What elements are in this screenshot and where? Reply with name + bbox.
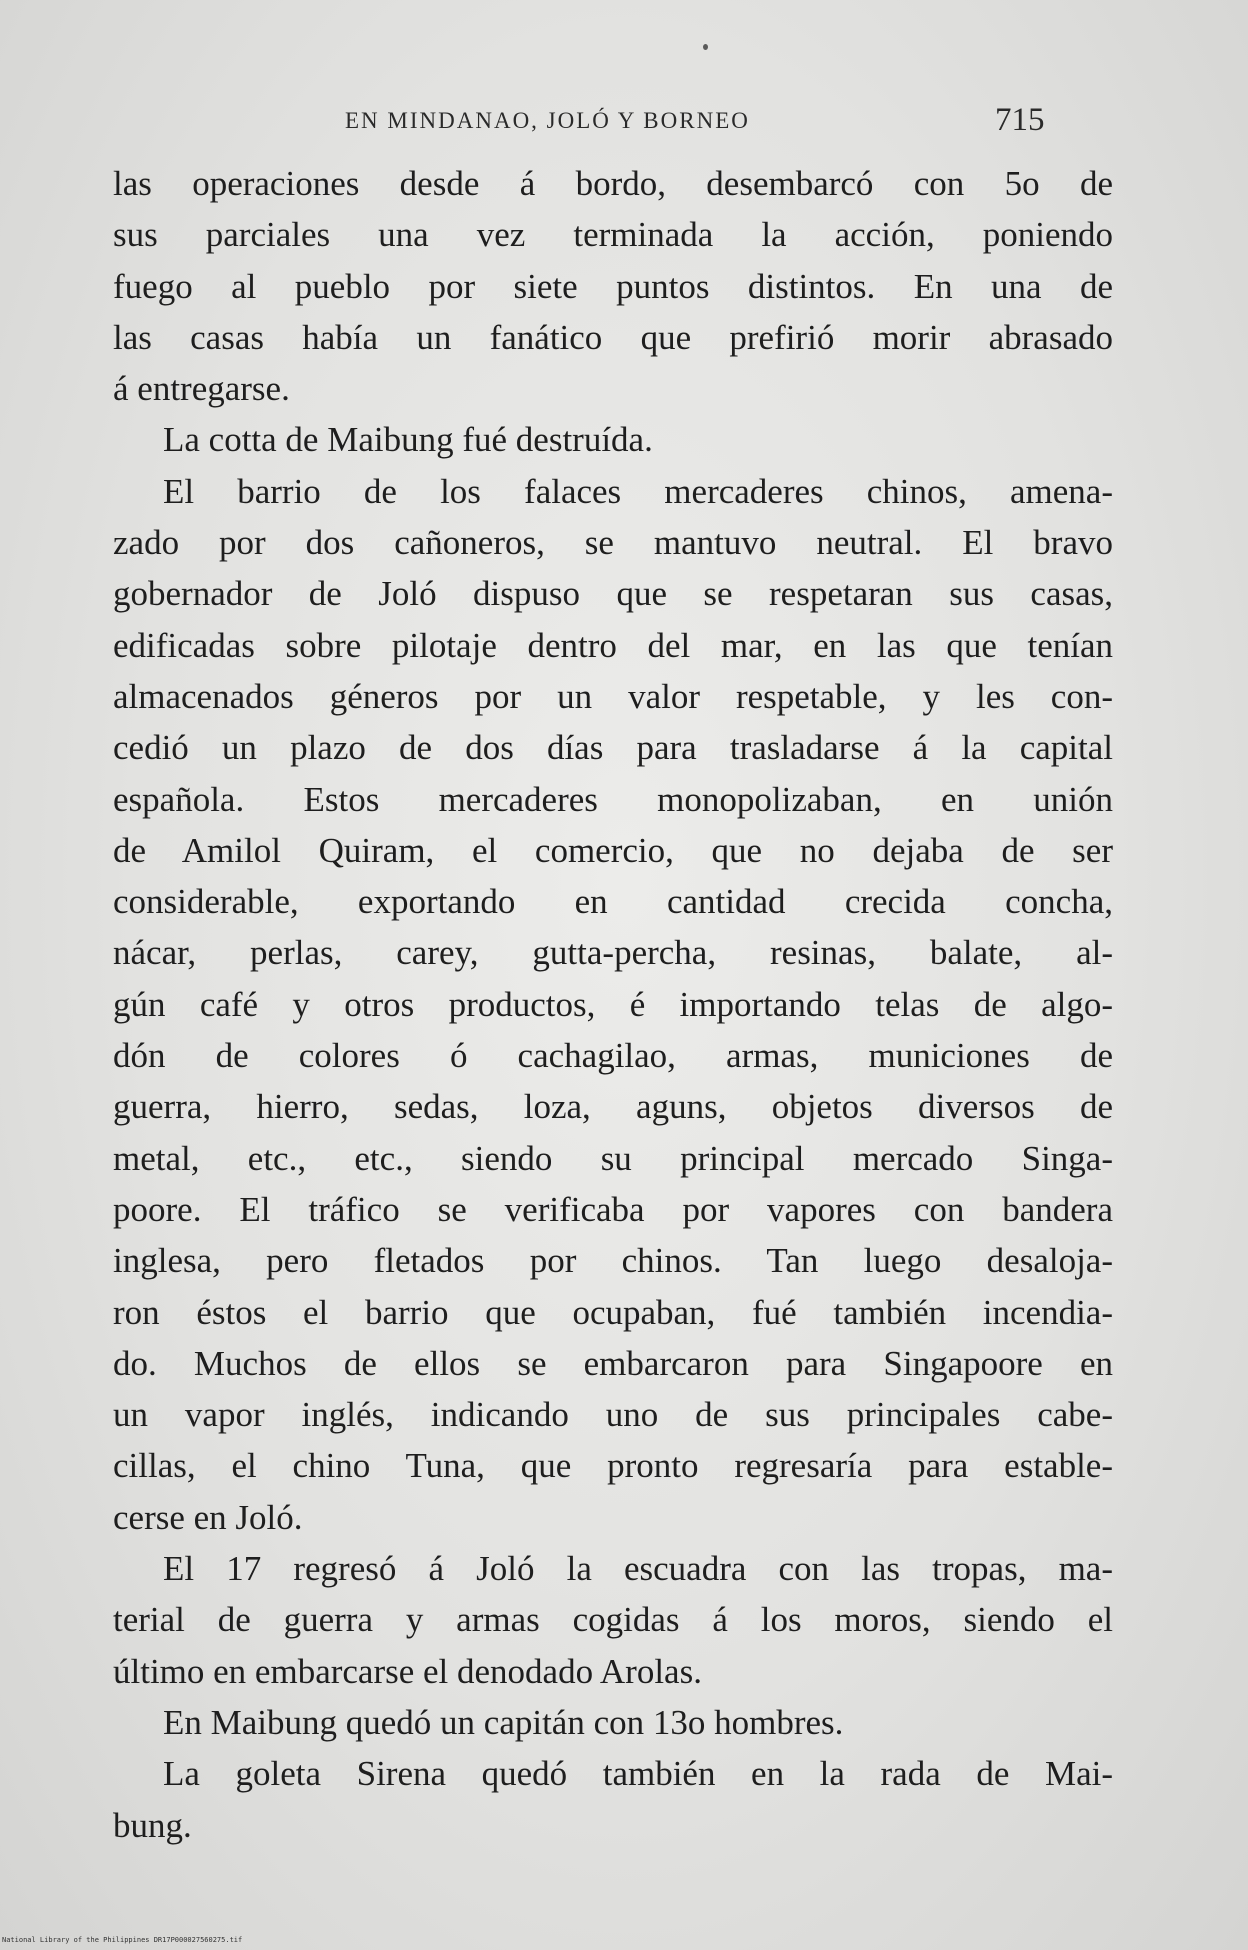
text-line: zado por dos cañoneros, se mantuvo neutral. El bravo (113, 523, 1113, 563)
text-line: En Maibung quedó un capitán con 13o hombres. (163, 1702, 844, 1742)
text-line: sus parciales una vez terminada la acción, poniendo (113, 215, 1113, 255)
text-line: bung. (113, 1805, 192, 1845)
text-line: española. Estos mercaderes monopolizaban, en unión (113, 779, 1113, 819)
running-title: EN MINDANAO, JOLÓ Y BORNEO (345, 108, 750, 133)
text-line: metal, etc., etc., siendo su principal mercado Singa- (113, 1138, 1113, 1178)
text-line: de Amilol Quiram, el comercio, que no dejaba de ser (113, 830, 1113, 870)
text-line: La goleta Sirena quedó también en la rada de Mai- (163, 1754, 1113, 1794)
text-line: considerable, exportando en cantidad crecida concha, (113, 882, 1113, 922)
text-line: las operaciones desde á bordo, desembarcó con 5o de (113, 164, 1113, 203)
running-header (120, 102, 1060, 142)
text-line: dón de colores ó cachagilao, armas, municiones de (113, 1036, 1113, 1076)
text-line: último en embarcarse el denodado Arolas. (113, 1651, 702, 1691)
text-line: las casas había un fanático que prefirió morir abrasado (113, 317, 1113, 357)
ink-speck (703, 44, 708, 50)
text-line: La cotta de Maibung fué destruída. (163, 420, 653, 460)
text-line: gobernador de Joló dispuso que se respetaran sus casas, (113, 574, 1113, 614)
text-line: un vapor inglés, indicando uno de sus principales cabe- (113, 1395, 1113, 1435)
text-line: inglesa, pero fletados por chinos. Tan luego desaloja- (113, 1241, 1113, 1281)
body-text (113, 158, 1113, 1851)
page-number: 715 (995, 102, 1045, 138)
text-line: nácar, perlas, carey, gutta-percha, resinas, balate, al- (113, 933, 1113, 973)
text-line: El barrio de los falaces mercaderes chinos, amena- (163, 471, 1113, 511)
text-line: terial de guerra y armas cogidas á los moros, siendo el (113, 1600, 1113, 1640)
text-line: cillas, el chino Tuna, que pronto regresaría para estable- (113, 1446, 1113, 1486)
text-line: cedió un plazo de dos días para trasladarse á la capital (113, 728, 1113, 768)
text-line: á entregarse. (113, 369, 290, 409)
text-line: gún café y otros productos, é importando telas de algo- (113, 984, 1113, 1024)
text-line: ron éstos el barrio que ocupaban, fué también incendia- (113, 1292, 1113, 1332)
text-line: fuego al pueblo por siete puntos distintos. En una de (113, 266, 1113, 306)
text-line: cerse en Joló. (113, 1497, 303, 1537)
text-line: poore. El tráfico se verificaba por vapores con bandera (113, 1189, 1113, 1229)
text-line: edificadas sobre pilotaje dentro del mar, en las que tenían (113, 625, 1113, 665)
text-line: guerra, hierro, sedas, loza, aguns, objetos diversos de (113, 1087, 1113, 1127)
text-line: almacenados géneros por un valor respetable, y les con- (113, 676, 1113, 716)
text-line: do. Muchos de ellos se embarcaron para Singapoore en (113, 1343, 1113, 1383)
scan-footer-note: National Library of the Philippines DR17P000027560275.tif (2, 1936, 243, 1944)
text-line: El 17 regresó á Joló la escuadra con las tropas, ma- (163, 1549, 1113, 1589)
